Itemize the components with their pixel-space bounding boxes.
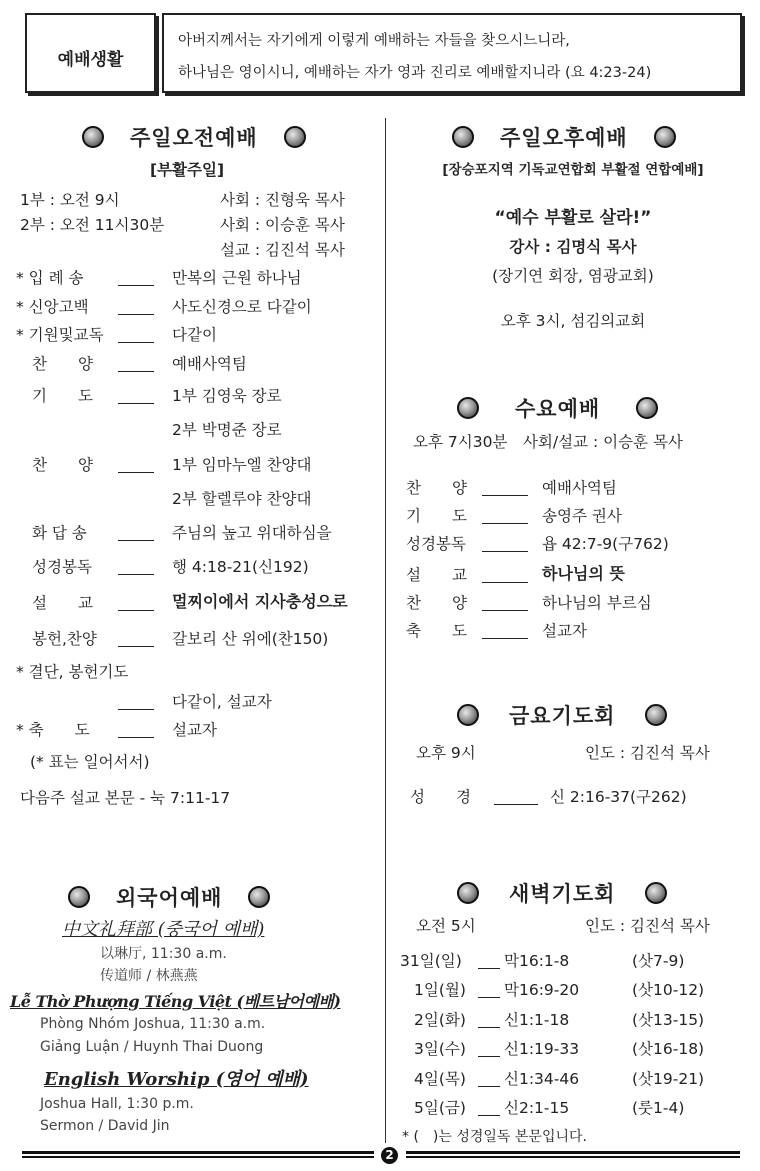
order-value: 행 4:18-21(신192) bbox=[172, 558, 309, 576]
vietnamese-line-1: Phòng Nhóm Joshua, 11:30 a.m. bbox=[40, 1016, 266, 1032]
order-value: 사도신경으로 다같이 bbox=[172, 298, 312, 316]
offering-value: 다같이, 설교자 bbox=[172, 693, 272, 711]
dawn-ref: (룻1-4) bbox=[632, 1099, 685, 1117]
sunday-morning-heading bbox=[82, 122, 306, 152]
dawn-ref: (삿7-9) bbox=[632, 952, 685, 970]
chinese-line-1: 以琳厅, 11:30 a.m. bbox=[100, 946, 227, 962]
next-sermon: 다음주 설교 본문 - 눅 7:11-17 bbox=[20, 789, 231, 807]
verse-line-2: 하나님은 영이시니, 예배하는 자가 영과 진리로 예배할지니라 (요 4:23-24) bbox=[178, 65, 652, 81]
order-label: * 기원및교독 bbox=[16, 326, 104, 344]
dash-line bbox=[478, 1105, 500, 1124]
order-value: 주님의 높고 위대하심을 bbox=[172, 524, 332, 542]
english-title: English Worship (영어 예배) bbox=[44, 1069, 309, 1090]
wed-order-label: 찬 양 bbox=[406, 479, 467, 497]
afternoon-theme: “예수 부활로 살라!” bbox=[494, 208, 652, 228]
order-value: 2부 박명준 장로 bbox=[172, 421, 282, 439]
dash-line bbox=[118, 636, 154, 655]
bullet-dot-icon bbox=[248, 886, 270, 908]
dash-line bbox=[482, 485, 528, 504]
dash-line bbox=[118, 564, 154, 583]
dawn-passage: 신1:1-18 bbox=[504, 1011, 570, 1029]
page-number: 2 bbox=[381, 1147, 398, 1164]
friday-title: 금요기도회 bbox=[509, 704, 616, 728]
dash-line bbox=[478, 958, 500, 977]
dawn-heading bbox=[457, 878, 667, 908]
wednesday-info: 오후 7시30분 사회/설교 : 이승훈 목사 bbox=[413, 433, 683, 451]
service-2-role: 사회 : 이승훈 목사 bbox=[220, 216, 345, 234]
dawn-title: 새벽기도회 bbox=[509, 882, 616, 906]
header-label: 예배생활 bbox=[57, 50, 124, 70]
wed-order-value: 송영주 권사 bbox=[542, 507, 622, 525]
dash-line bbox=[118, 275, 154, 294]
dawn-passage: 신1:34-46 bbox=[504, 1070, 580, 1088]
dawn-day: 4일(목) bbox=[414, 1070, 466, 1088]
dash-line bbox=[118, 600, 154, 619]
dawn-passage: 신2:1-15 bbox=[504, 1099, 570, 1117]
order-label: 봉헌,찬양 bbox=[32, 630, 97, 648]
dawn-day: 3일(수) bbox=[414, 1040, 466, 1058]
wed-order-label: 축 도 bbox=[406, 622, 467, 640]
friday-heading bbox=[457, 700, 667, 730]
order-label: 화 답 송 bbox=[32, 524, 87, 542]
order-label: * 신앙고백 bbox=[16, 298, 89, 316]
friday-time: 오후 9시 bbox=[416, 744, 476, 762]
dash-line bbox=[118, 699, 154, 718]
dash-line bbox=[118, 393, 154, 412]
bullet-dot-icon bbox=[645, 704, 667, 726]
sunday-afternoon-subtitle bbox=[0, 158, 760, 178]
bullet-dot-icon bbox=[82, 126, 104, 148]
dash-line bbox=[118, 332, 154, 351]
order-value: 2부 할렐루야 찬양대 bbox=[172, 490, 312, 508]
order-label: 기 도 bbox=[32, 387, 93, 405]
dash-line bbox=[118, 361, 154, 380]
foreign-heading bbox=[68, 882, 270, 912]
footer-rule-right bbox=[406, 1151, 740, 1158]
wed-order-value: 예배사역팀 bbox=[542, 479, 617, 497]
dawn-leader: 인도 : 김진석 목사 bbox=[585, 917, 710, 935]
bullet-dot-icon bbox=[457, 397, 479, 419]
offering-label: * 결단, 봉헌기도 bbox=[16, 663, 129, 681]
sunday-morning-title: 주일오전예배 bbox=[130, 126, 258, 150]
order-value: 1부 임마누엘 찬양대 bbox=[172, 456, 312, 474]
service-1-time: 1부 : 오전 9시 bbox=[20, 191, 120, 209]
order-label: 성경봉독 bbox=[32, 558, 92, 576]
bullet-dot-icon bbox=[636, 397, 658, 419]
order-value: 갈보리 산 위에(찬150) bbox=[172, 630, 329, 648]
dash-line bbox=[478, 1017, 500, 1036]
bullet-dot-icon bbox=[457, 882, 479, 904]
dawn-day: 5일(금) bbox=[414, 1099, 466, 1117]
sunday-afternoon-title: 주일오후예배 bbox=[500, 126, 628, 150]
chinese-title: 中文礼拜部 (중국어 예배) bbox=[62, 919, 265, 940]
standing-note: (* 표는 일어서서) bbox=[30, 753, 150, 771]
sermon-title: 멀찌이에서 지사충성으로 bbox=[172, 592, 348, 611]
vietnamese-title: Lễ Thờ Phượng Tiếng Việt (베트남어예배) bbox=[10, 992, 341, 1011]
friday-scripture-label: 성 경 bbox=[410, 788, 471, 806]
afternoon-speaker-info: (장기연 회장, 염광교회) bbox=[492, 267, 654, 285]
dash-line bbox=[482, 572, 528, 591]
benediction-label: * 축 도 bbox=[16, 721, 90, 739]
subtitle-text: [장승포지역 기독교연합회 부활절 연합예배] bbox=[442, 162, 704, 178]
wed-order-label: 찬 양 bbox=[406, 594, 467, 612]
vietnamese-line-2: Giảng Luận / Huynh Thai Duong bbox=[40, 1039, 264, 1055]
friday-scripture-value: 신 2:16-37(구262) bbox=[550, 788, 687, 806]
dawn-note: * ( )는 성경일독 본문입니다. bbox=[402, 1129, 587, 1145]
dash-line bbox=[482, 513, 528, 532]
wed-sermon-title: 하나님의 뜻 bbox=[542, 564, 625, 583]
wed-order-label: 기 도 bbox=[406, 507, 467, 525]
wednesday-heading bbox=[457, 393, 658, 423]
friday-leader: 인도 : 김진석 목사 bbox=[585, 744, 710, 762]
afternoon-speaker: 강사 : 김명식 목사 bbox=[509, 238, 637, 256]
order-value: 1부 김영욱 장로 bbox=[172, 387, 282, 405]
sermon-by: 설교 : 김진석 목사 bbox=[220, 241, 345, 259]
dash-line bbox=[118, 304, 154, 323]
afternoon-time-place: 오후 3시, 섬김의교회 bbox=[500, 312, 646, 330]
dawn-passage: 막16:9-20 bbox=[504, 981, 580, 999]
chinese-line-2: 传道师 / 林燕燕 bbox=[100, 968, 198, 984]
footer-rule-left bbox=[22, 1151, 374, 1158]
bullet-dot-icon bbox=[457, 704, 479, 726]
verse-line-1: 아버지께서는 자기에게 이렇게 예배하는 자들을 찾으시느니라, bbox=[178, 33, 570, 49]
bullet-dot-icon bbox=[68, 886, 90, 908]
order-label: 찬 양 bbox=[32, 355, 93, 373]
order-label: * 입 례 송 bbox=[16, 269, 84, 287]
dash-line bbox=[482, 628, 528, 647]
bullet-dot-icon bbox=[654, 126, 676, 148]
header-label-box bbox=[25, 13, 156, 93]
dash-line bbox=[118, 462, 154, 481]
english-line-2: Sermon / David Jin bbox=[40, 1118, 170, 1134]
sunday-morning-subtitle: [부활주일] bbox=[150, 161, 225, 179]
order-value: 만복의 근원 하나님 bbox=[172, 269, 302, 287]
service-2-time: 2부 : 오전 11시30분 bbox=[20, 216, 165, 234]
wed-order-value: 욥 42:7-9(구762) bbox=[542, 535, 669, 553]
dawn-ref: (삿13-15) bbox=[632, 1011, 705, 1029]
dash-line bbox=[118, 727, 154, 746]
english-line-1: Joshua Hall, 1:30 p.m. bbox=[40, 1096, 194, 1112]
dawn-ref: (삿19-21) bbox=[632, 1070, 705, 1088]
dawn-passage: 막16:1-8 bbox=[504, 952, 570, 970]
dawn-ref: (삿10-12) bbox=[632, 981, 705, 999]
header-verse-box bbox=[162, 13, 742, 93]
service-1-role: 사회 : 진형욱 목사 bbox=[220, 191, 345, 209]
wed-order-label: 설 교 bbox=[406, 566, 467, 584]
wed-order-label: 성경봉독 bbox=[406, 535, 466, 553]
dawn-day: 1일(월) bbox=[414, 981, 466, 999]
dash-line bbox=[482, 600, 528, 619]
dawn-ref: (삿16-18) bbox=[632, 1040, 705, 1058]
dawn-passage: 신1:19-33 bbox=[504, 1040, 580, 1058]
dash-line bbox=[118, 530, 154, 549]
bullet-dot-icon bbox=[452, 126, 474, 148]
order-value: 다같이 bbox=[172, 326, 217, 344]
bullet-dot-icon bbox=[645, 882, 667, 904]
dash-line bbox=[478, 1076, 500, 1095]
dash-line bbox=[482, 541, 528, 560]
dash-line bbox=[478, 987, 500, 1006]
bullet-dot-icon bbox=[284, 126, 306, 148]
dash-line bbox=[478, 1046, 500, 1065]
foreign-title: 외국어예배 bbox=[116, 886, 223, 910]
order-value: 예배사역팀 bbox=[172, 355, 247, 373]
wed-order-value: 하나님의 부르심 bbox=[542, 594, 652, 612]
order-label: 찬 양 bbox=[32, 456, 93, 474]
wed-order-value: 설교자 bbox=[542, 622, 587, 640]
wednesday-title: 수요예배 bbox=[515, 397, 601, 421]
dash-line bbox=[494, 794, 538, 813]
benediction-value: 설교자 bbox=[172, 721, 217, 739]
dawn-day: 31일(일) bbox=[400, 952, 462, 970]
dawn-day: 2일(화) bbox=[414, 1011, 466, 1029]
dawn-time: 오전 5시 bbox=[416, 917, 476, 935]
sunday-afternoon-heading bbox=[452, 122, 676, 152]
order-label: 설 교 bbox=[32, 594, 93, 612]
